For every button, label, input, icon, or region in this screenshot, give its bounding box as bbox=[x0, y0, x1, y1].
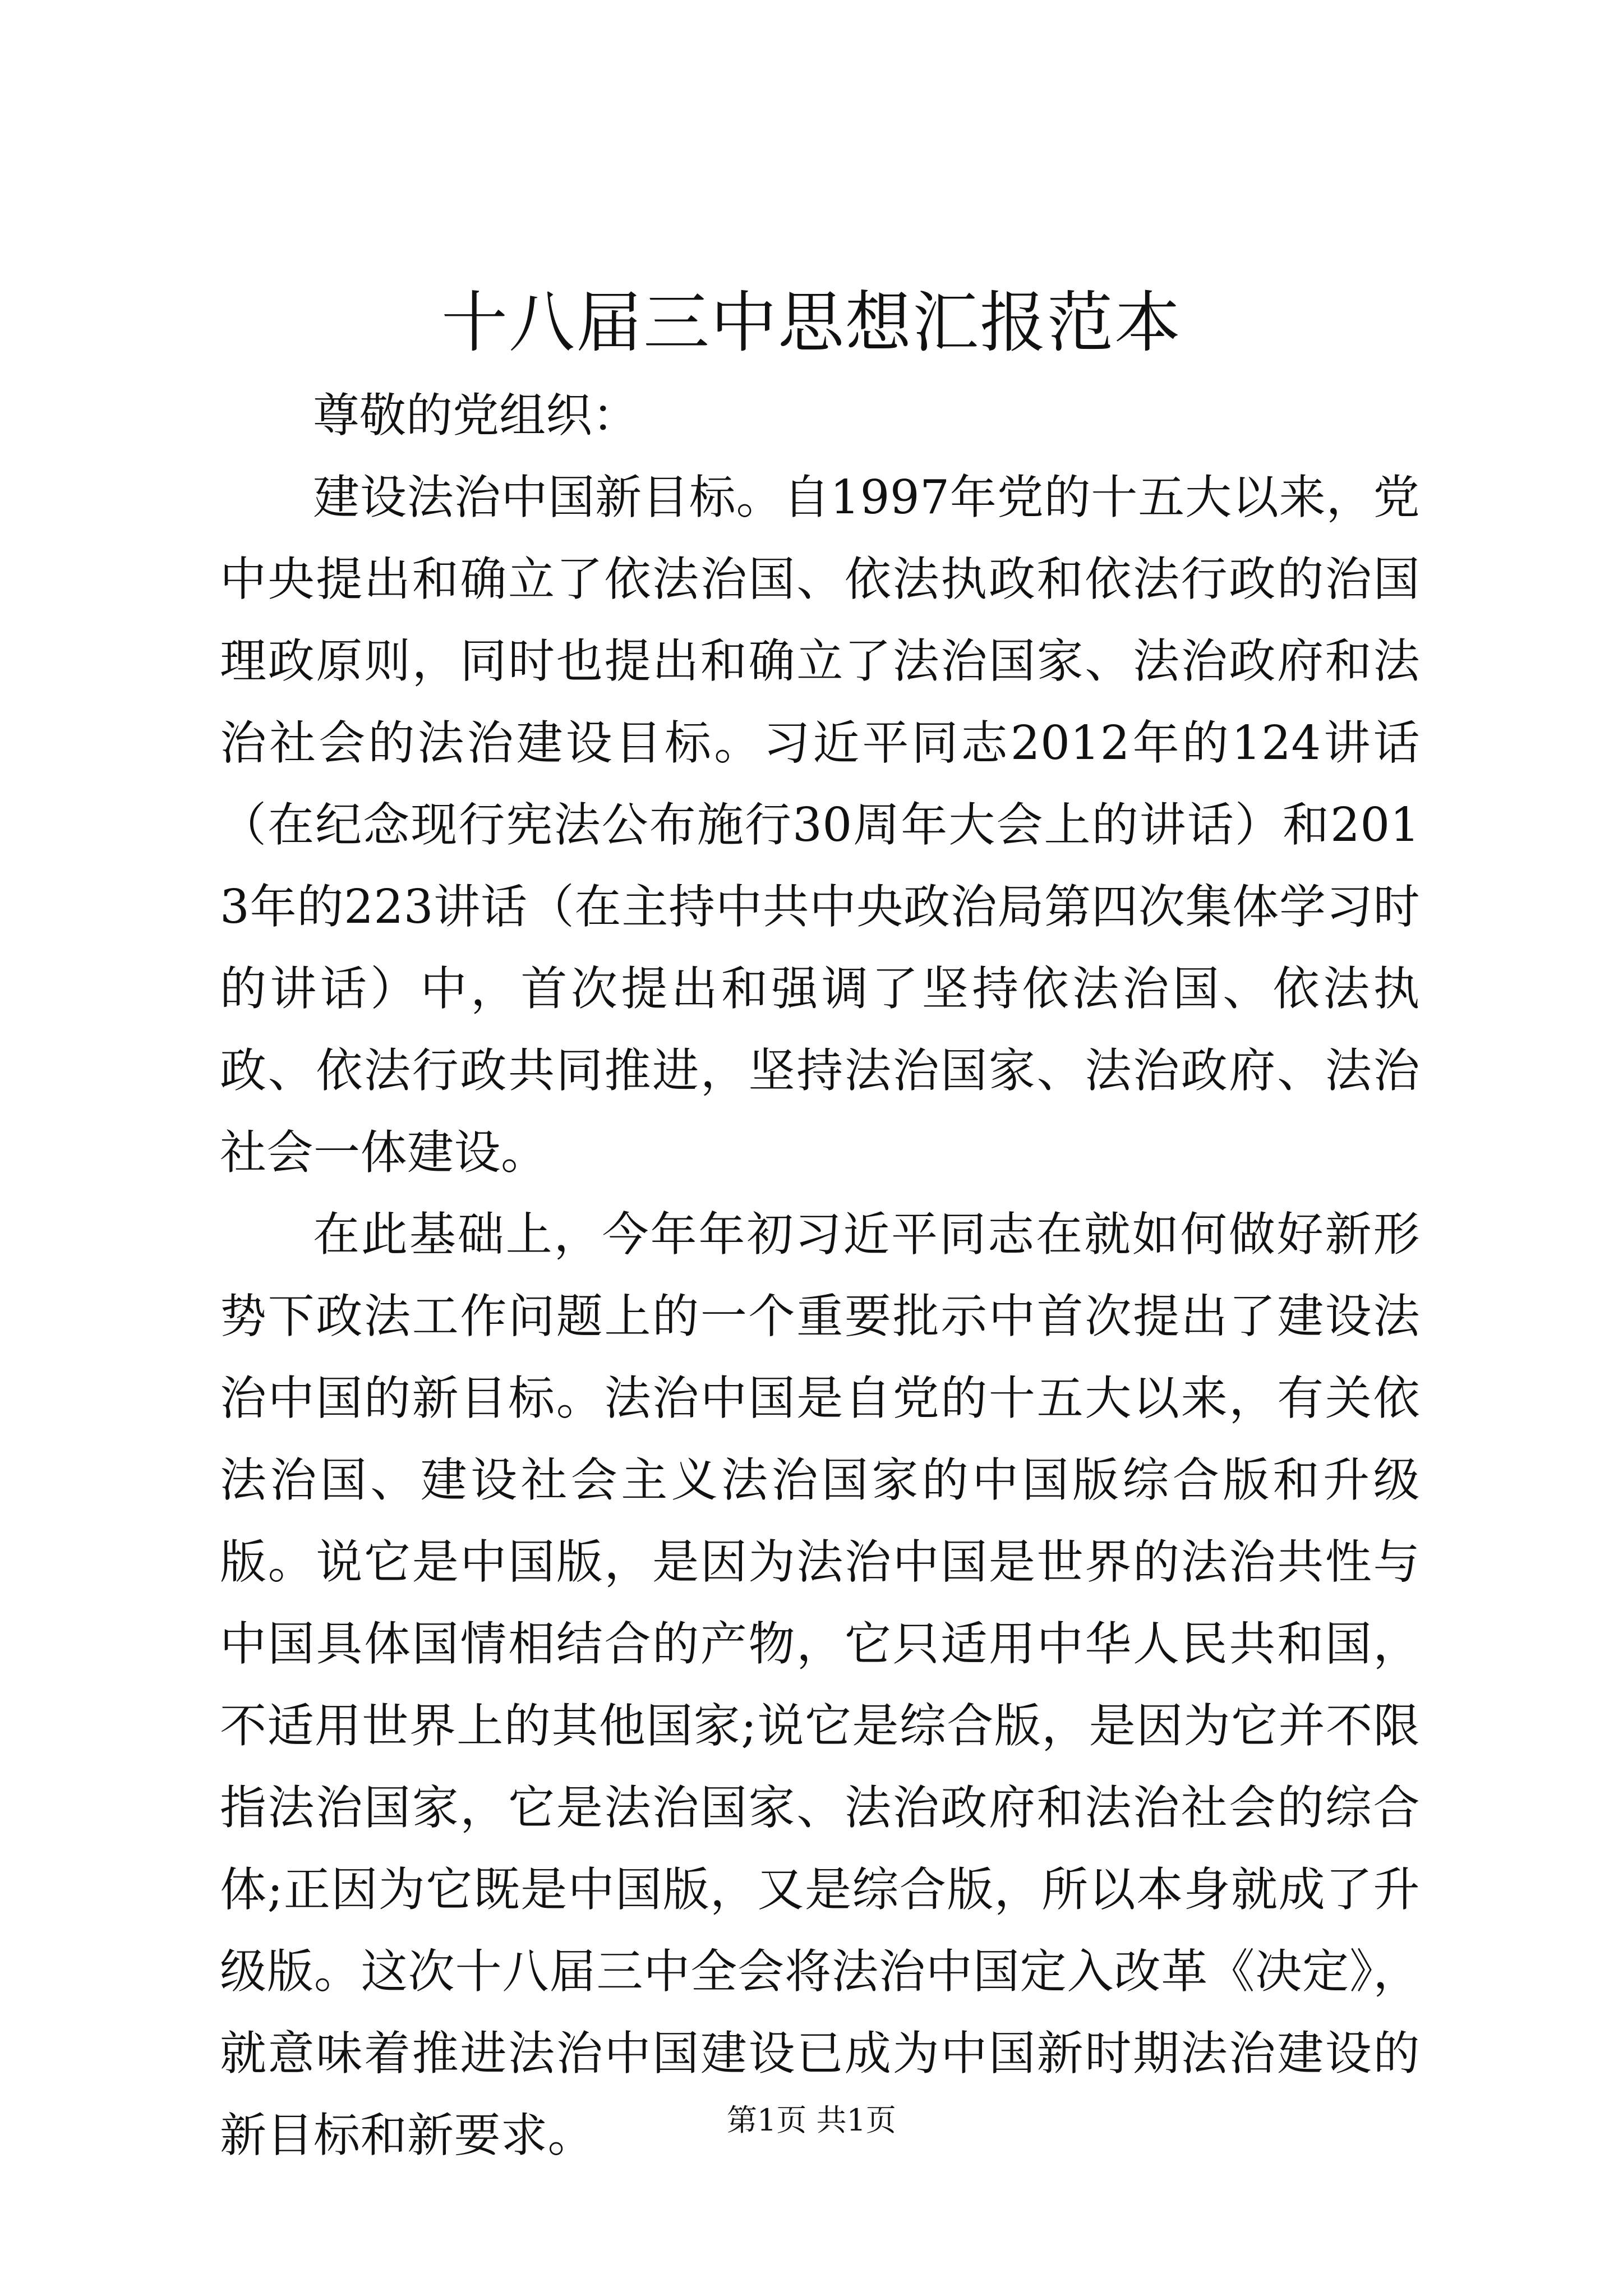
paragraph-1: 建设法治中国新目标。自1997年党的十五大以来，党中央提出和确立了依法治国、依法执政和依法行政的治国理政原则，同时也提出和确立了法治国家、法治政府和法治社会的法治建设目标。习近平同志2012年的124讲话（在纪念现行宪法公布施行30周年大会上的讲话）和2013年的223讲话（在主持中共中央政治局第四次集体学习时的讲话）中，首次提出和强调了坚持依法治国、依法执政、依法行政共同推进，坚持法治国家、法治政府、法治社会一体建设。 bbox=[220, 470, 1420, 1180]
document-body bbox=[220, 375, 1420, 2177]
salutation: 尊敬的党组织： bbox=[313, 388, 639, 443]
document-title: 十八届三中思想汇报范本 bbox=[441, 284, 1182, 361]
page-number-footer: 第1页 共1页 bbox=[727, 2102, 896, 2138]
paragraph-2: 在此基础上，今年年初习近平同志在就如何做好新形势下政法工作问题上的一个重要批示中首次提出了建设法治中国的新目标。法治中国是自党的十五大以来，有关依法治国、建设社会主义法治国家的中国版综合版和升级版。说它是中国版，是因为法治中国是世界的法治共性与中国具体国情相结合的产物，它只适用中华人民共和国，不适用世界上的其他国家;说它是综合版，是因为它并不限指法治国家，它是法治国家、法治政府和法治社会的综合体;正因为它既是中国版，又是综合版，所以本身就成了升级版。这次十八届三中全会将法治中国定入改革《决定》，就意味着推进法治中国建设已成为中国新时期法治建设的新目标和新要求。 bbox=[220, 1207, 1420, 2162]
